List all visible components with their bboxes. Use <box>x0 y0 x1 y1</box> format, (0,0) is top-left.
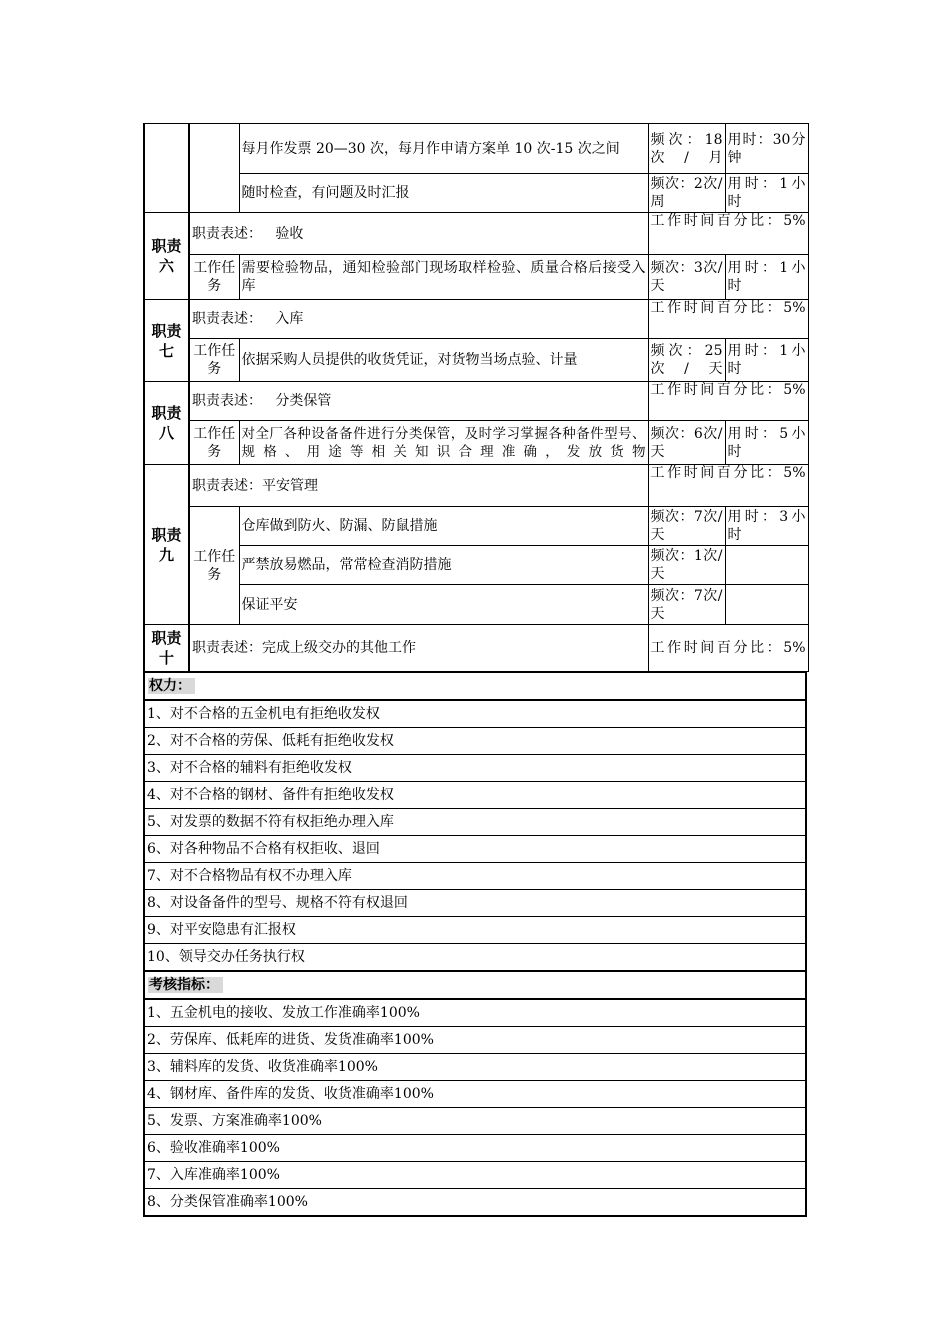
duty-6-desc <box>189 213 648 255</box>
list-item <box>144 1108 806 1135</box>
kpi-item: 6、验收准确率100% <box>144 1135 806 1162</box>
desc-prefix: 职责表述： <box>192 640 262 656</box>
kpi-header <box>144 971 806 999</box>
duty-10-desc <box>189 625 648 672</box>
duty-8-desc <box>189 382 648 421</box>
task-duration: 用时：1小时 <box>725 174 808 213</box>
power-header-row <box>144 672 806 700</box>
duty-9-task-row-1 <box>144 507 808 546</box>
duty-7-task-row <box>144 339 808 382</box>
list-item <box>144 863 806 890</box>
kpi-item: 4、钢材库、备件库的发货、收货准确率100% <box>144 1081 806 1108</box>
kpi-item: 8、分类保管准确率100% <box>144 1189 806 1217</box>
power-table <box>143 671 807 1217</box>
duty-6-desc-row <box>144 213 808 255</box>
duty-9-task-row-3 <box>144 585 808 625</box>
power-item: 9、对平安隐患有汇报权 <box>144 917 806 944</box>
work-task-label: 工作任务 <box>189 507 239 625</box>
power-item: 7、对不合格物品有权不办理入库 <box>144 863 806 890</box>
duty-8-desc-row <box>144 382 808 421</box>
power-item: 4、对不合格的钢材、备件有拒绝收发权 <box>144 782 806 809</box>
kpi-title: 考核指标： <box>148 977 223 993</box>
task-frequency: 频次：2次/周 <box>648 174 725 213</box>
duty-6-task-row <box>144 255 808 300</box>
duty-8-task-row <box>144 421 808 465</box>
task-frequency: 频次：7次/天 <box>648 507 725 546</box>
work-task-label: 工作任务 <box>189 255 239 300</box>
duty-desc-text: 入库 <box>275 311 304 327</box>
task-duration: 用时：30分钟 <box>725 124 808 174</box>
task-frequency: 频次：3次/天 <box>648 255 725 300</box>
duty-top-task-label-cell <box>189 124 239 213</box>
kpi-item: 5、发票、方案准确率100% <box>144 1108 806 1135</box>
desc-prefix: 职责表述： <box>192 225 262 242</box>
list-item <box>144 1054 806 1081</box>
task-text: 严禁放易燃品，常常检查消防措施 <box>239 546 648 585</box>
duty-9-task-row-2 <box>144 546 808 585</box>
duties-table <box>143 123 809 672</box>
work-task-label: 工作任务 <box>189 421 239 465</box>
task-text: 对全厂各种设备备件进行分类保管，及时学习掌握各种备件型号、规格、用途等相关知识合理准确，发放货物 <box>239 421 648 465</box>
duty-top-task-row-2 <box>144 174 808 213</box>
task-duration: 用时：1小时 <box>725 255 808 300</box>
duty-9-desc <box>189 465 648 507</box>
job-description-sheet <box>143 123 807 1217</box>
task-duration: 用时：1小时 <box>725 339 808 382</box>
list-item <box>144 809 806 836</box>
list-item <box>144 728 806 755</box>
list-item <box>144 1162 806 1189</box>
duty-desc-text: 分类保管 <box>275 393 332 409</box>
task-text: 需要检验物品，通知检验部门现场取样检验、质量合格后接受入库 <box>239 255 648 300</box>
list-item <box>144 1189 806 1217</box>
duty-6-label: 职责六 <box>144 213 189 300</box>
task-duration <box>725 585 808 625</box>
list-item <box>144 890 806 917</box>
power-title: 权力： <box>148 678 195 694</box>
list-item <box>144 917 806 944</box>
duty-top-label-cell <box>144 124 189 213</box>
task-duration: 用时：3小时 <box>725 507 808 546</box>
task-frequency: 频次：25次/天 <box>648 339 725 382</box>
task-frequency: 频次：6次/天 <box>648 421 725 465</box>
duty-top-task-row-1 <box>144 124 808 174</box>
list-item <box>144 836 806 863</box>
power-item: 8、对设备备件的型号、规格不符有权退回 <box>144 890 806 917</box>
power-item: 3、对不合格的辅料有拒绝收发权 <box>144 755 806 782</box>
duty-8-label: 职责八 <box>144 382 189 465</box>
duty-7-label: 职责七 <box>144 300 189 382</box>
duty-desc-text: 验收 <box>275 225 304 242</box>
duty-desc-text: 完成上级交办的其他工作 <box>262 640 416 656</box>
list-item <box>144 1027 806 1054</box>
list-item <box>144 755 806 782</box>
work-time-percentage: 工作时间百分比：5% <box>648 382 808 421</box>
power-item: 2、对不合格的劳保、低耗有拒绝收发权 <box>144 728 806 755</box>
desc-prefix: 职责表述： <box>192 393 262 409</box>
task-duration: 用时：5小时 <box>725 421 808 465</box>
list-item <box>144 782 806 809</box>
power-header <box>144 672 806 700</box>
list-item <box>144 944 806 972</box>
task-text: 仓库做到防火、防漏、防鼠措施 <box>239 507 648 546</box>
kpi-item: 2、劳保库、低耗库的进货、发货准确率100% <box>144 1027 806 1054</box>
duty-10-label: 职责十 <box>144 625 189 672</box>
duty-9-desc-row <box>144 465 808 507</box>
work-task-label: 工作任务 <box>189 339 239 382</box>
work-time-percentage: 工作时间百分比：5% <box>648 213 808 255</box>
work-time-percentage: 工作时间百分比：5% <box>648 300 808 339</box>
duty-9-label: 职责九 <box>144 465 189 625</box>
task-text: 依据采购人员提供的收货凭证，对货物当场点验、计量 <box>239 339 648 382</box>
power-item: 6、对各种物品不合格有权拒收、退回 <box>144 836 806 863</box>
task-text: 随时检查，有问题及时汇报 <box>239 174 648 213</box>
duty-7-desc <box>189 300 648 339</box>
kpi-item: 1、五金机电的接收、发放工作准确率100% <box>144 999 806 1027</box>
power-item: 1、对不合格的五金机电有拒绝收发权 <box>144 700 806 728</box>
task-frequency: 频次：18次/月 <box>648 124 725 174</box>
duty-10-row <box>144 625 808 672</box>
power-item: 5、对发票的数据不符有权拒绝办理入库 <box>144 809 806 836</box>
kpi-header-row <box>144 971 806 999</box>
list-item <box>144 1135 806 1162</box>
list-item <box>144 999 806 1027</box>
list-item <box>144 700 806 728</box>
desc-prefix: 职责表述： <box>192 311 262 327</box>
task-frequency: 频次：1次/天 <box>648 546 725 585</box>
duty-7-desc-row <box>144 300 808 339</box>
work-time-percentage: 工作时间百分比：5% <box>648 625 808 672</box>
duty-desc-text: 平安管理 <box>262 477 318 494</box>
kpi-item: 3、辅料库的发货、收货准确率100% <box>144 1054 806 1081</box>
task-text: 每月作发票 20—30 次，每月作申请方案单 10 次-15 次之间 <box>239 124 648 174</box>
list-item <box>144 1081 806 1108</box>
kpi-item: 7、入库准确率100% <box>144 1162 806 1189</box>
work-time-percentage: 工作时间百分比：5% <box>648 465 808 507</box>
power-item: 10、领导交办任务执行权 <box>144 944 806 972</box>
task-text: 保证平安 <box>239 585 648 625</box>
task-frequency: 频次：7次/天 <box>648 585 725 625</box>
task-duration <box>725 546 808 585</box>
desc-prefix: 职责表述： <box>192 477 262 494</box>
